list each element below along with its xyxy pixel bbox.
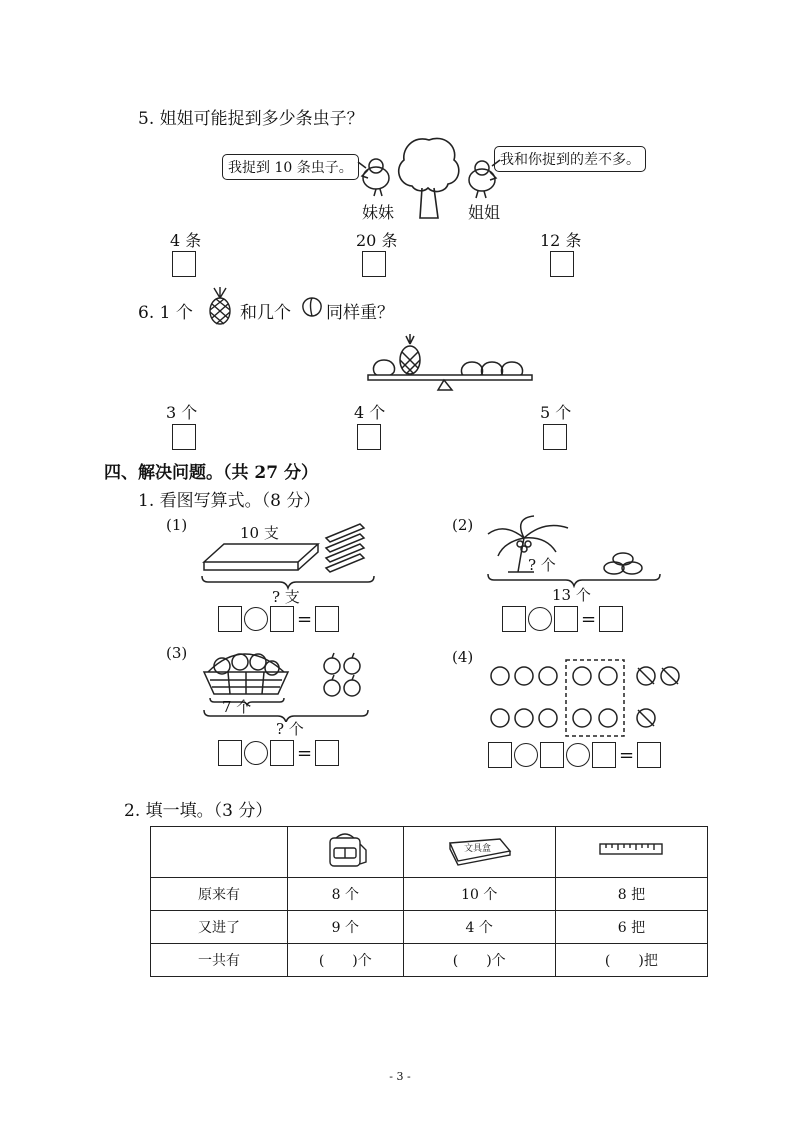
problem4-equation (488, 742, 663, 768)
table-corner-cell (151, 827, 288, 878)
eq4-circle-2[interactable] (566, 743, 590, 767)
q5-option-3: 12 条 (540, 231, 582, 250)
problem2-equation (502, 606, 625, 632)
q5-title: 5. 姐姐可能捉到多少条虫子？ (138, 109, 364, 129)
q6-answer-box-2[interactable] (357, 424, 381, 450)
q6-option-3: 5 个 (540, 403, 572, 422)
problem2-number: (2) (452, 516, 474, 534)
eq1-circle[interactable] (244, 607, 268, 631)
table-cell: 6 把 (555, 911, 707, 944)
eq1-equals: = (297, 608, 313, 630)
problem1-number: (1) (166, 516, 188, 534)
circles-group-1 (491, 667, 557, 727)
eq2-equals: = (581, 608, 597, 630)
problem1-top-label: 10 支 (240, 524, 279, 542)
apples-icon (324, 653, 360, 696)
table-cell: 10 个 (403, 878, 555, 911)
tree-icon (399, 138, 459, 218)
eq4-box-2[interactable] (540, 742, 564, 768)
q6-suffix: 同样重？ (326, 303, 394, 323)
table-row (151, 944, 708, 977)
row-label: 一共有 (151, 944, 288, 977)
table-cell: 4 个 (403, 911, 555, 944)
pencil-case-label: 文具盒 (464, 844, 492, 854)
eq2-box-1[interactable] (502, 606, 526, 632)
eq4-equals: = (619, 744, 635, 766)
fruit-basket-icon (204, 654, 288, 694)
problem2-illustration (484, 512, 664, 588)
eq4-box-3[interactable] (592, 742, 616, 768)
left-bird-icon (358, 159, 389, 196)
q6-answer-box-3[interactable] (543, 424, 567, 450)
bubble-left: 我捉到 10 条虫子。 (222, 154, 359, 180)
table-row (151, 878, 708, 911)
eq4-box-result[interactable] (637, 742, 661, 768)
pencil-case-icon (444, 833, 514, 867)
coconuts-icon (604, 553, 642, 574)
answer-cell[interactable]: ( )个 (288, 944, 404, 977)
crossed-circles (637, 667, 679, 727)
problem4-number: (4) (452, 648, 474, 666)
table-header-pencilcase (403, 827, 555, 878)
circles-dashed-group (566, 660, 624, 736)
row-label: 又进了 (151, 911, 288, 944)
problem1-equation (218, 606, 341, 632)
problem1-bottom-label: ? 支 (272, 588, 300, 606)
peach-icon (300, 294, 324, 318)
eq2-circle[interactable] (528, 607, 552, 631)
problem3-equation (218, 740, 341, 766)
bubble-right: 我和你捉到的差不多。 (494, 146, 646, 172)
eq3-equals: = (297, 742, 313, 764)
pencil-box-icon (204, 544, 318, 562)
eq4-box-1[interactable] (488, 742, 512, 768)
section4-heading: 四、解决问题。（共 27 分） (104, 463, 318, 483)
answer-cell[interactable]: ( )把 (555, 944, 707, 977)
eq1-box-2[interactable] (270, 606, 294, 632)
fill-title: 2. 填一填。（3 分） (124, 801, 273, 821)
q5-answer-box-2[interactable] (362, 251, 386, 277)
problem1-illustration (196, 518, 380, 592)
pineapple-icon (206, 286, 234, 326)
q6-middle: 和几个 (240, 303, 291, 323)
problem3-left-label: 7 个 (222, 698, 252, 716)
pencils-icon (326, 524, 364, 572)
table-header-backpack (288, 827, 404, 878)
ruler-icon (596, 840, 666, 860)
problem3-number: (3) (166, 644, 188, 662)
eq4-circle-1[interactable] (514, 743, 538, 767)
eq3-circle[interactable] (244, 741, 268, 765)
table-cell: 8 把 (555, 878, 707, 911)
eq1-box-result[interactable] (315, 606, 339, 632)
name-jiejie: 姐姐 (468, 203, 501, 222)
q6-option-1: 3 个 (166, 403, 198, 422)
problem4-illustration (484, 656, 684, 740)
q6-option-2: 4 个 (354, 403, 386, 422)
answer-cell[interactable]: ( )个 (403, 944, 555, 977)
q5-answer-box-1[interactable] (172, 251, 196, 277)
right-bird-icon (469, 160, 500, 198)
q5-option-2: 20 条 (356, 231, 398, 250)
eq3-box-1[interactable] (218, 740, 242, 766)
q5-answer-box-3[interactable] (550, 251, 574, 277)
problem2-total-label: 13 个 (552, 586, 591, 604)
eq3-box-2[interactable] (270, 740, 294, 766)
eq3-box-result[interactable] (315, 740, 339, 766)
eq1-box-1[interactable] (218, 606, 242, 632)
problem3-bottom-label: ? 个 (276, 720, 304, 738)
q6-answer-box-1[interactable] (172, 424, 196, 450)
page-number: - 3 - (389, 1070, 411, 1083)
eq2-box-2[interactable] (554, 606, 578, 632)
q6-prefix: 6. 1 个 (138, 303, 193, 323)
table-row (151, 911, 708, 944)
problem2-q-label: ? 个 (528, 556, 556, 574)
table-header-row (151, 827, 708, 878)
eq2-box-result[interactable] (599, 606, 623, 632)
scale-peach-left (373, 360, 394, 377)
balance-scale-illustration (360, 330, 540, 392)
table-header-ruler (555, 827, 707, 878)
q5-option-1: 4 条 (170, 231, 202, 250)
table-cell: 8 个 (288, 878, 404, 911)
section4-sub1-title: 1. 看图写算式。（8 分） (138, 491, 321, 511)
row-label: 原来有 (151, 878, 288, 911)
fill-table (150, 826, 708, 977)
name-meimei: 妹妹 (362, 203, 395, 222)
backpack-icon (322, 830, 368, 870)
table-cell: 9 个 (288, 911, 404, 944)
